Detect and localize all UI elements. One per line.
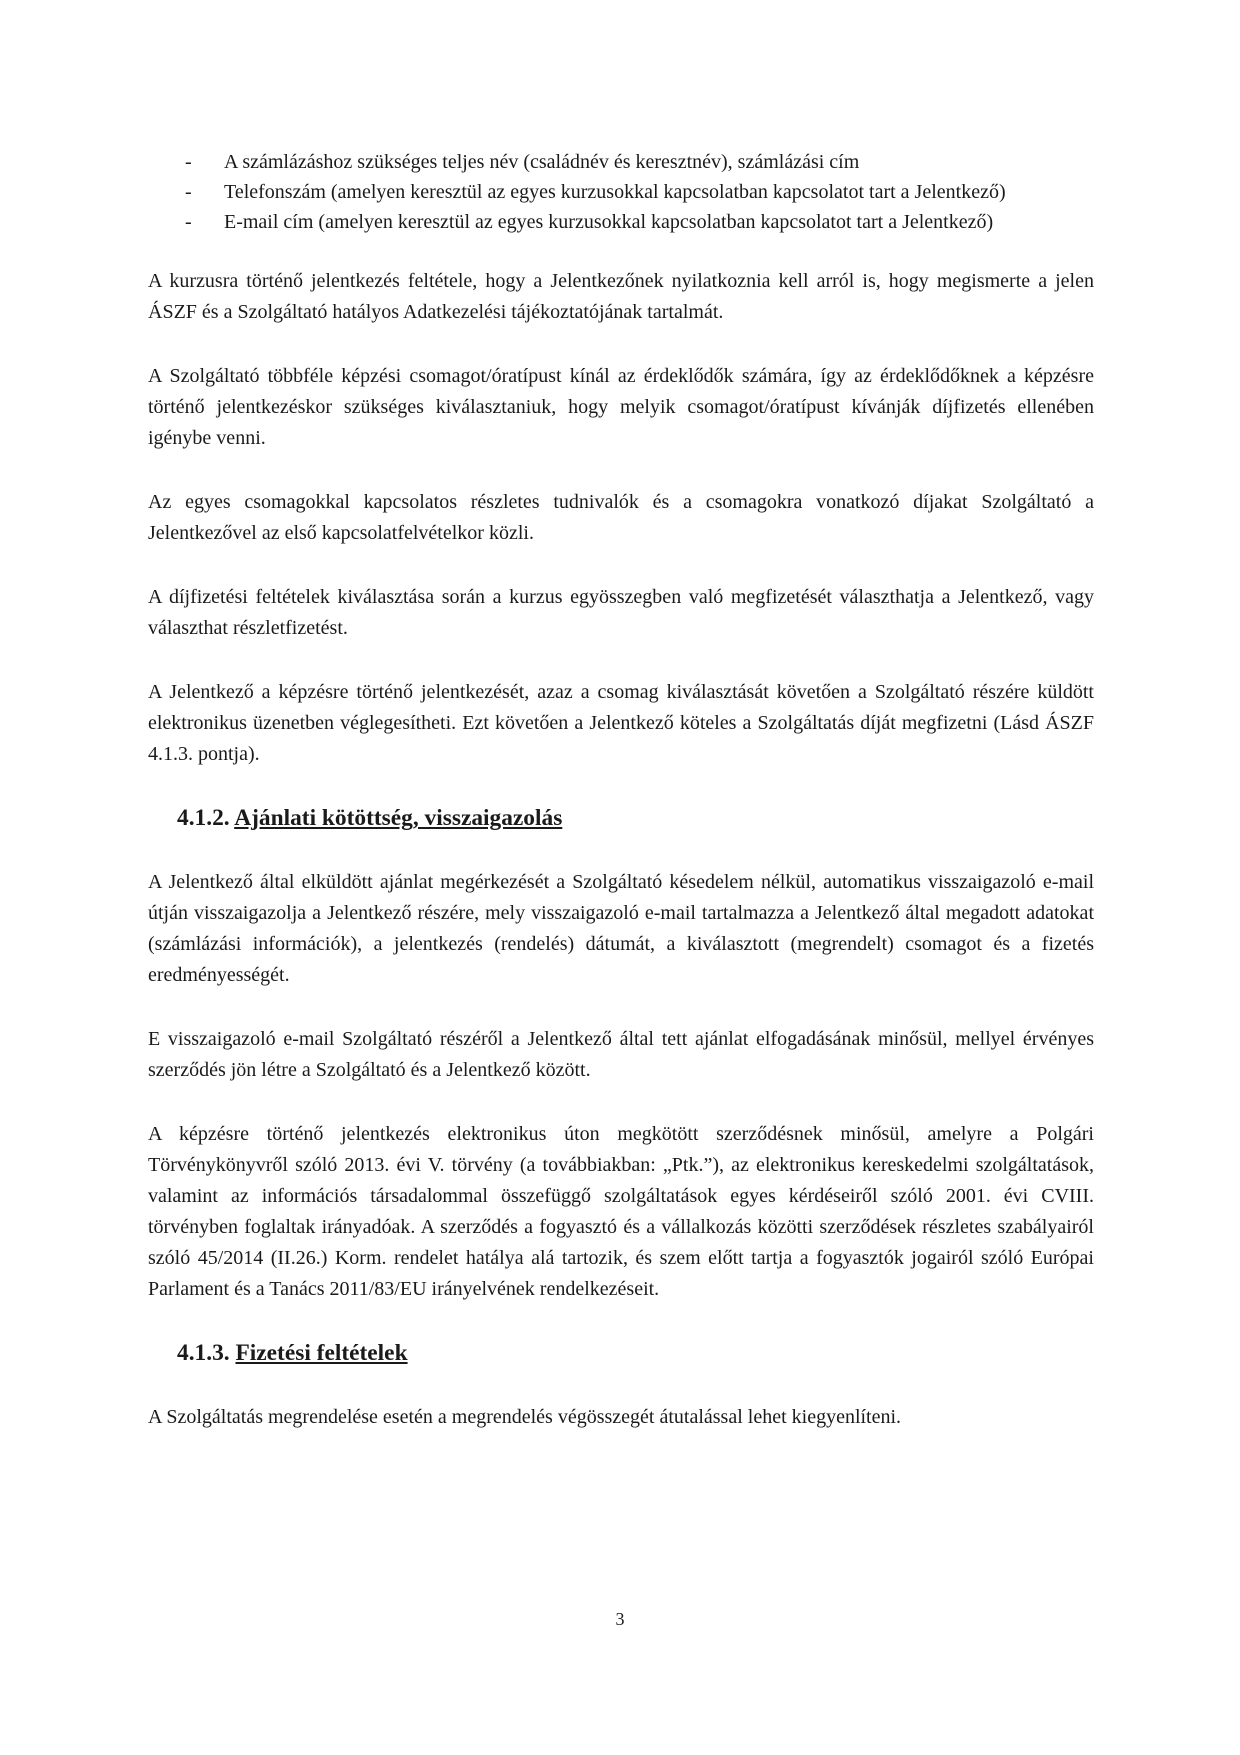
paragraph-confirmation-email: A Jelentkező által elküldött ajánlat megérkezését a Szolgáltató késedelem nélkül, automatikus visszaigazoló e-mail útján visszaigazolja a Jelentkező részére, mely visszaigazoló e-mail tartalmazza a Jelentkező által megadott adatokat (számlázási információk), a jelentkezés (rendelés) dátumát, a kiválasztott (megrendelt) csomagot és a fizetés eredményességét. [148,871,1094,986]
paragraph-payment-method: A Szolgáltatás megrendelése esetén a megrendelés végösszegét átutalással lehet kiegyenlíteni. [148,1406,902,1428]
bullet-dash: - [185,151,192,173]
list-item [148,177,1094,207]
data-requirements-list [148,147,1094,237]
page-content [148,147,1094,1433]
list-item [148,207,1094,237]
paragraph-legal-basis: A képzésre történő jelentkezés elektronikus úton megkötött szerződésnek minősül, amelyre a Polgári Törvénykönyvről szóló 2013. évi V. törvény (a továbbiakban: „Ptk.”), az elektronikus kereskedelmi szolgáltatások, valamint az információs társadalommal összefüggő szolgáltatások egyes kérdéseiről szóló 2001. évi CVIII. törvényben foglaltak irányadóak. A szerződés a fogyasztó és a vállalkozás közötti szerződések részletes szabályairól szóló 45/2014 (II.26.) Korm. rendelet hatálya alá tartozik, és szem előtt tartja a fogyasztók jogairól szóló Európai Parlament és a Tanács 2011/83/EU irányelvének rendelkezéseit. [148,1123,1094,1300]
section-title: Fizetési feltételek [235,1340,408,1366]
bullet-dash: - [185,181,192,203]
list-item-text: Telefonszám (amelyen keresztül az egyes kurzusokkal kapcsolatban kapcsolatot tart a Jelentkező) [224,181,1006,203]
page-number: 3 [615,1609,625,1629]
section-title: Ajánlati kötöttség, visszaigazolás [234,805,563,831]
bullet-dash: - [185,211,192,233]
list-item [148,147,1094,177]
section-number: 4.1.3. [177,1340,230,1366]
paragraph-finalization: A Jelentkező a képzésre történő jelentkezését, azaz a csomag kiválasztását követően a Szolgáltató részére küldött elektronikus üzenetben véglegesítheti. Ezt követően a Jelentkező köteles a Szolgáltatás díját megfizetni (Lásd ÁSZF 4.1.3. pontja). [148,681,1094,765]
list-item-text: E-mail cím (amelyen keresztül az egyes kurzusokkal kapcsolatban kapcsolatot tart a Jelentkező) [224,211,994,233]
paragraph-contract-formation: E visszaigazoló e-mail Szolgáltató részéről a Jelentkező által tett ajánlat elfogadásának minősül, mellyel érvényes szerződés jön létre a Szolgáltató és a Jelentkező között. [148,1028,1094,1081]
paragraph-package-details: Az egyes csomagokkal kapcsolatos részletes tudnivalók és a csomagokra vonatkozó díjakat Szolgáltató a Jelentkezővel az első kapcsolatfelvételkor közli. [148,491,1094,544]
paragraph-package-selection: A Szolgáltató többféle képzési csomagot/óratípust kínál az érdeklődők számára, így az érdeklődőknek a képzésre történő jelentkezéskor szükséges kiválasztaniuk, hogy melyik csomagot/óratípust kívánják díjfizetés ellenében igénybe venni. [148,365,1094,449]
section-heading-4-1-3 [148,1338,1094,1369]
paragraph-terms-acceptance: A kurzusra történő jelentkezés feltétele, hogy a Jelentkezőnek nyilatkoznia kell arról is, hogy megismerte a jelen ÁSZF és a Szolgáltató hatályos Adatkezelési tájékoztatójának tartalmát. [148,270,1094,323]
section-number: 4.1.2. [177,805,230,831]
list-item-text: A számlázáshoz szükséges teljes név (családnév és keresztnév), számlázási cím [224,151,860,173]
paragraph-payment-options: A díjfizetési feltételek kiválasztása során a kurzus egyösszegben való megfizetését választhatja a Jelentkező, vagy választhat részletfizetést. [148,586,1094,639]
section-heading-4-1-2 [148,803,1094,834]
